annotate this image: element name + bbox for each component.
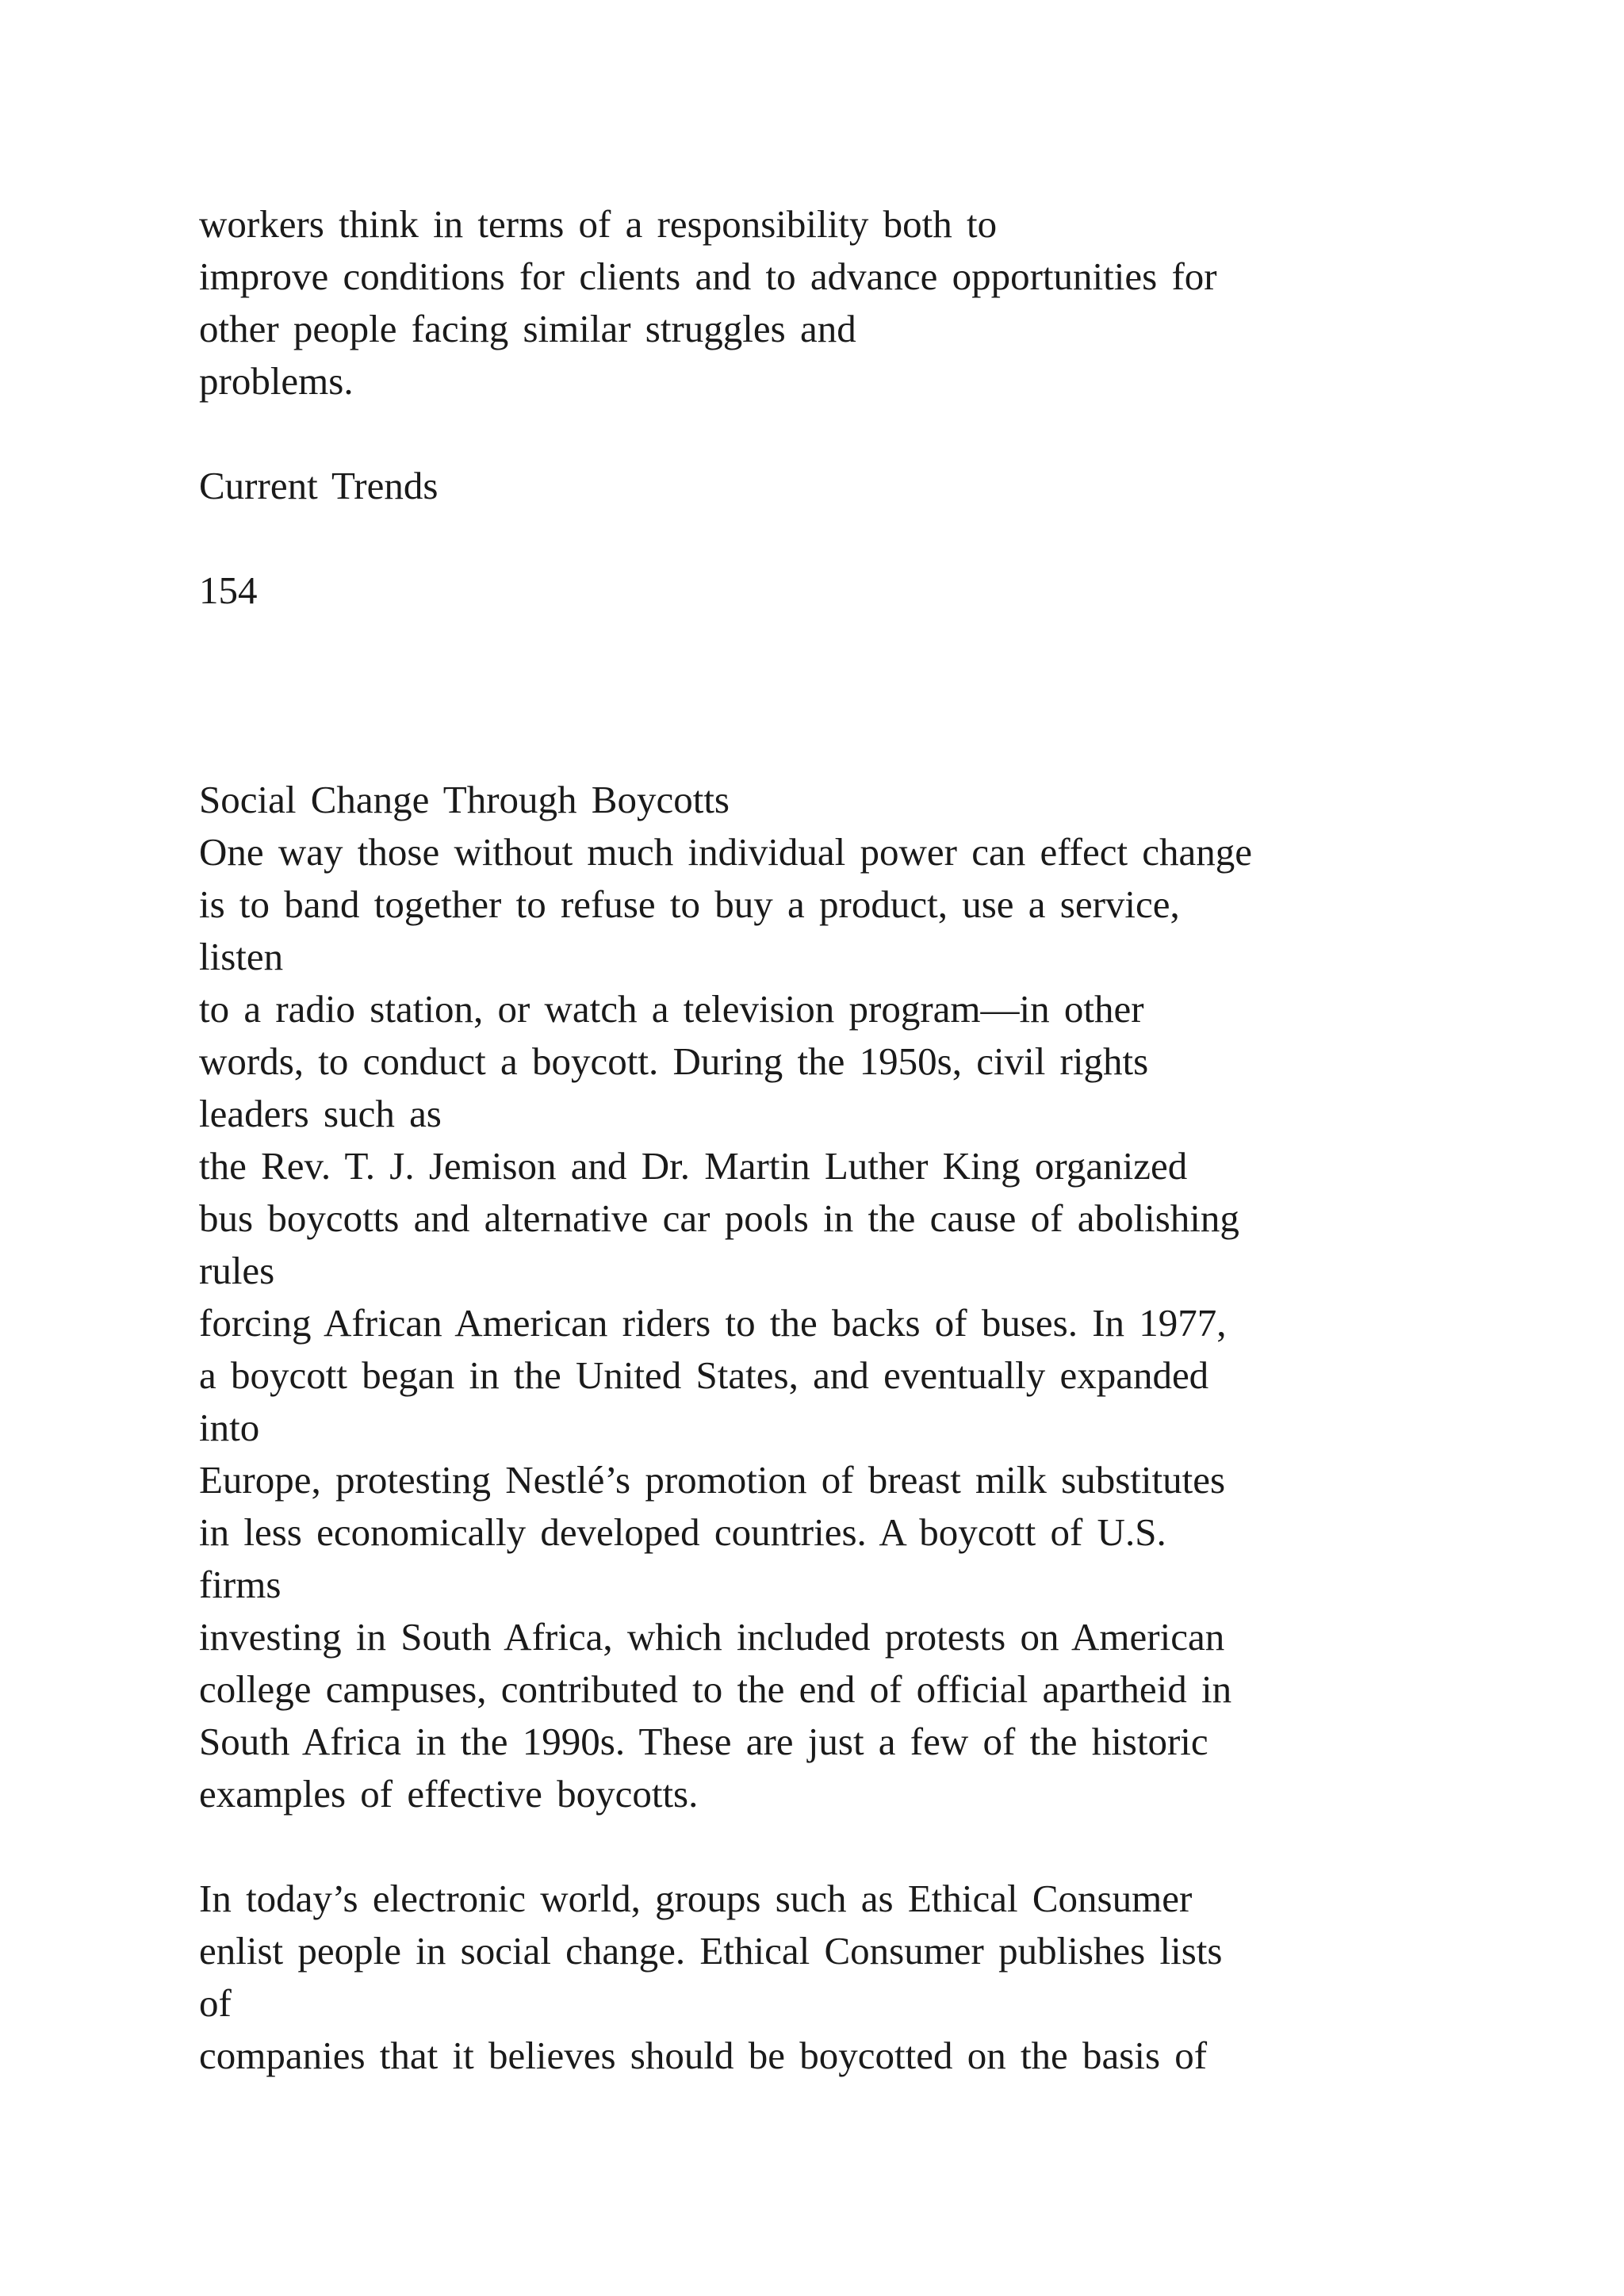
- text-line: improve conditions for clients and to advance opportunities for: [199, 254, 1217, 298]
- text-line: other people facing similar struggles and: [199, 307, 856, 350]
- text-line: to a radio station, or watch a television program—in other: [199, 987, 1144, 1031]
- text-line: rules: [199, 1249, 275, 1292]
- text-line: the Rev. T. J. Jemison and Dr. Martin Luther King organized: [199, 1144, 1188, 1188]
- text-line: of: [199, 1981, 232, 2025]
- section-heading: Social Change Through Boycotts: [199, 778, 730, 821]
- text-line: in less economically developed countries. A boycott of U.S.: [199, 1510, 1166, 1554]
- text-line: forcing African American riders to the backs of buses. In 1977,: [199, 1301, 1227, 1345]
- text-line: into: [199, 1406, 260, 1449]
- text-line: Europe, protesting Nestlé’s promotion of breast milk substitutes: [199, 1458, 1226, 1502]
- text-line: examples of effective boycotts.: [199, 1772, 699, 1816]
- page-number: 154: [199, 568, 258, 612]
- text-line: college campuses, contributed to the end of official apartheid in: [199, 1667, 1232, 1711]
- text-line: is to band together to refuse to buy a product, use a service,: [199, 882, 1180, 926]
- text-line: leaders such as: [199, 1092, 442, 1135]
- text-line: investing in South Africa, which included protests on American: [199, 1615, 1225, 1659]
- text-line: South Africa in the 1990s. These are just a few of the historic: [199, 1720, 1208, 1763]
- text-line: problems.: [199, 359, 354, 403]
- text-line: firms: [199, 1563, 282, 1606]
- text-line: workers think in terms of a responsibility both to: [199, 202, 998, 246]
- text-line: In today’s electronic world, groups such as Ethical Consumer: [199, 1877, 1193, 1920]
- section-label: Current Trends: [199, 464, 439, 507]
- text-line: a boycott began in the United States, and eventually expanded: [199, 1353, 1209, 1397]
- text-line: words, to conduct a boycott. During the 1950s, civil rights: [199, 1039, 1149, 1083]
- text-line: One way those without much individual power can effect change: [199, 830, 1253, 874]
- text-line: listen: [199, 935, 284, 978]
- text-line: bus boycotts and alternative car pools in the cause of abolishing: [199, 1196, 1239, 1240]
- text-line: companies that it believes should be boycotted on the basis of: [199, 2034, 1208, 2077]
- text-line: enlist people in social change. Ethical Consumer publishes lists: [199, 1929, 1223, 1973]
